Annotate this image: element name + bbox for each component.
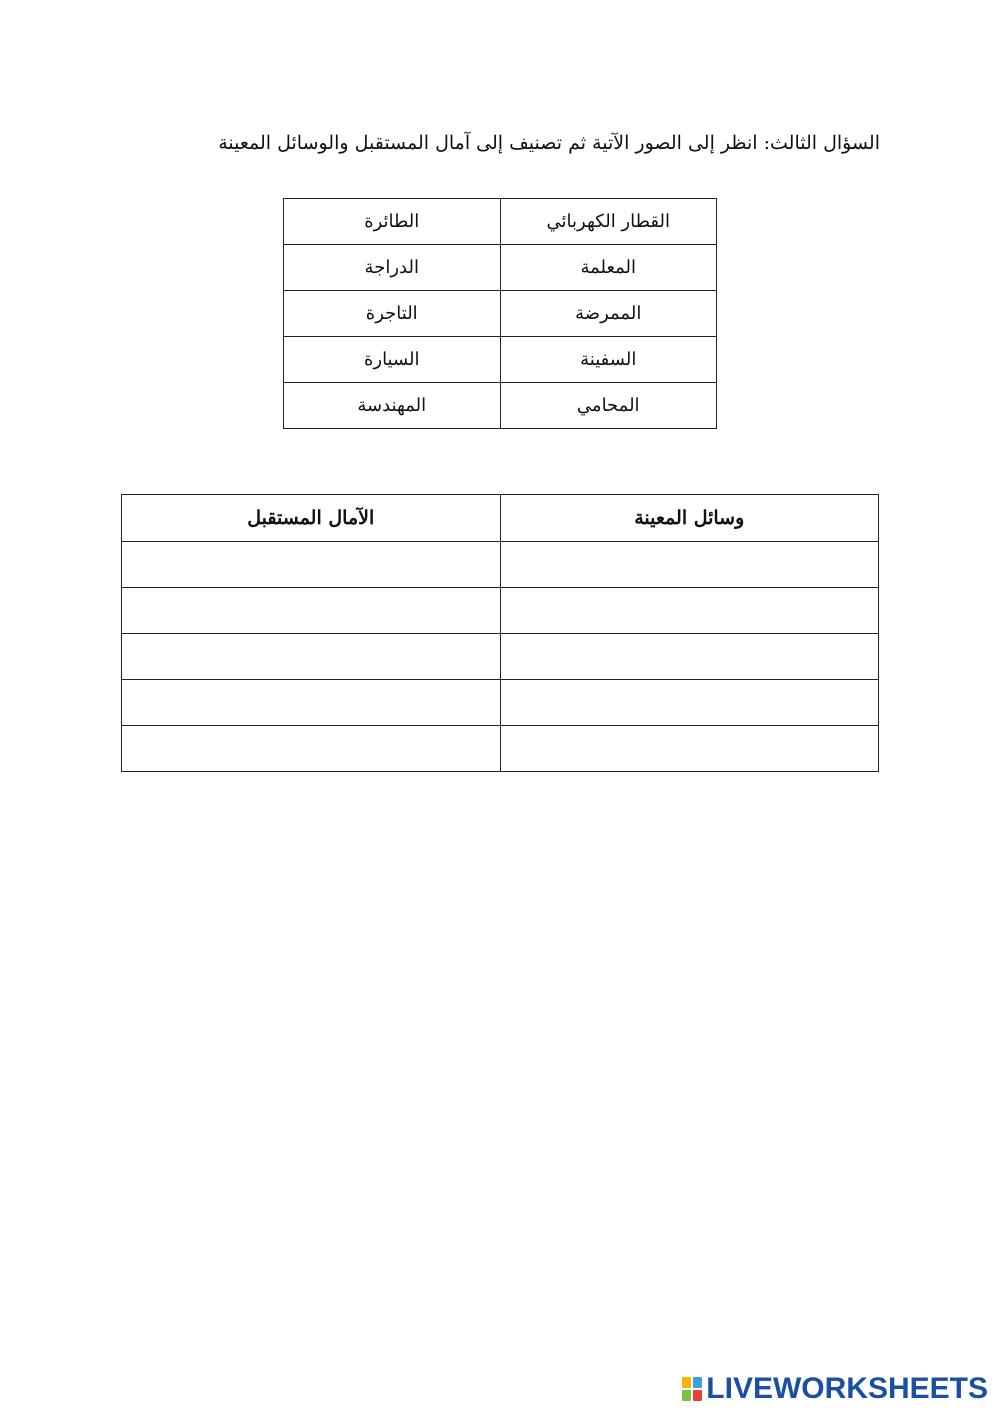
table-row: [122, 634, 879, 680]
column-header-means: وسائل المعينة: [500, 495, 878, 542]
word-cell: الطائرة: [284, 199, 501, 245]
word-cell: الممرضة: [500, 291, 717, 337]
table-row: [122, 680, 879, 726]
table-header-row: [122, 495, 879, 542]
table-row: [284, 199, 717, 245]
word-cell: المحامي: [500, 383, 717, 429]
word-cell: التاجرة: [284, 291, 501, 337]
word-cell: المهندسة: [284, 383, 501, 429]
word-cell: السيارة: [284, 337, 501, 383]
table-row: [122, 588, 879, 634]
word-cell: القطار الكهربائي: [500, 199, 717, 245]
table-row: [284, 383, 717, 429]
answer-drop-zone[interactable]: [500, 680, 878, 726]
answer-drop-zone[interactable]: [122, 680, 501, 726]
word-cell: السفينة: [500, 337, 717, 383]
table-row: [122, 726, 879, 772]
word-cell: الدراجة: [284, 245, 501, 291]
answer-drop-zone[interactable]: [500, 588, 878, 634]
table-row: [284, 245, 717, 291]
table-row: [284, 337, 717, 383]
words-table: [283, 198, 717, 429]
table-row: [284, 291, 717, 337]
liveworksheets-logo: [682, 1372, 988, 1406]
answer-drop-zone[interactable]: [122, 542, 501, 588]
logo-mark-icon: [682, 1377, 702, 1401]
answer-drop-zone[interactable]: [122, 726, 501, 772]
answer-drop-zone[interactable]: [500, 634, 878, 680]
answer-drop-zone[interactable]: [122, 634, 501, 680]
answer-drop-zone[interactable]: [500, 542, 878, 588]
answer-table: [121, 494, 879, 772]
table-row: [122, 542, 879, 588]
column-header-future-hopes: الآمال المستقبل: [122, 495, 501, 542]
question-prompt: السؤال الثالث: انظر إلى الصور الآتية ثم تصنيف إلى آمال المستقبل والوسائل المعينة: [218, 132, 880, 154]
answer-drop-zone[interactable]: [122, 588, 501, 634]
logo-text: LIVEWORKSHEETS: [706, 1372, 988, 1405]
answer-drop-zone[interactable]: [500, 726, 878, 772]
word-cell: المعلمة: [500, 245, 717, 291]
